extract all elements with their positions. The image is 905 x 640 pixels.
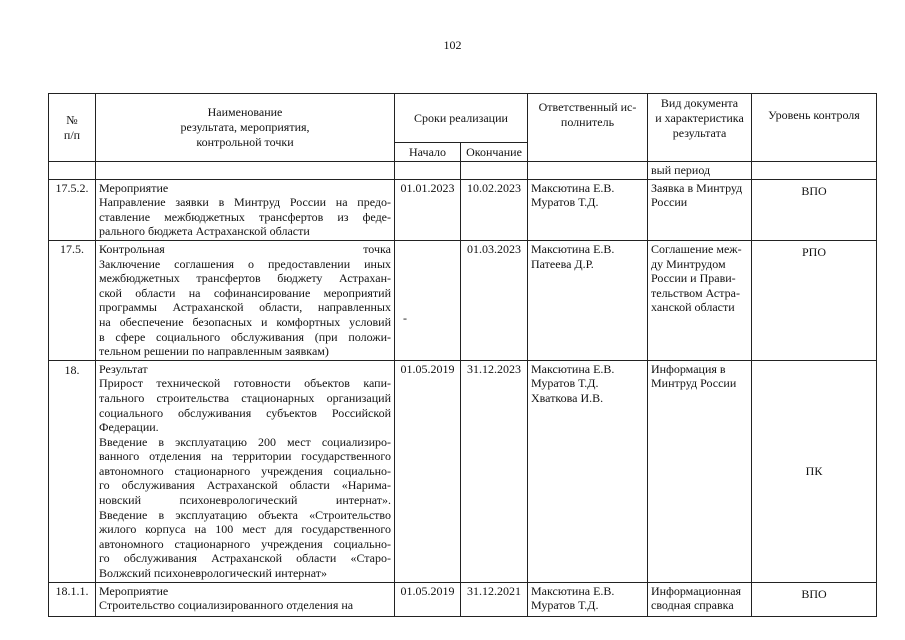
row-responsible <box>528 360 648 582</box>
rows.2.name-line: в сфере социального обслуживания (при положи- <box>99 329 391 344</box>
row-level: ВПО <box>752 582 877 616</box>
row-end: 31.12.2021 <box>461 582 528 616</box>
header-start-label: Начало <box>409 144 446 159</box>
row-start <box>395 162 461 180</box>
rows.2.doc-line: тельством Астра- <box>651 285 740 300</box>
row-start: 01.05.2019 <box>395 360 461 582</box>
row-doc <box>648 162 752 180</box>
rows.2.responsible-line: Патеева Д.Р. <box>531 256 594 271</box>
header-num-label: № п/п <box>63 112 81 142</box>
rows.1.doc-line: России <box>651 195 688 210</box>
header-responsible-label: Ответственный ис- полнитель <box>538 100 637 129</box>
rows.1.responsible-line: Муратов Т.Д. <box>531 195 599 210</box>
row-number: 18.1.1. <box>49 582 96 616</box>
row-end: 10.02.2023 <box>461 179 528 240</box>
rows.3.name-line: жилого корпуса на 100 мест для государственного <box>99 522 391 537</box>
rows.2.doc-line: ханской области <box>651 300 735 315</box>
header-name-label: Наименование результата, мероприятия, контрольной точки <box>180 105 310 149</box>
row-start: 01.01.2023 <box>395 179 461 240</box>
rows.2.doc-line: ду Минтрудом <box>651 256 726 271</box>
header-end-label: Окончание <box>466 144 522 159</box>
rows.1.name-line: ставление межбюджетных трансфертов из феде- <box>99 209 391 224</box>
row-name <box>96 179 395 240</box>
rows.2.name-line: тельном решении по направленным заявкам) <box>99 344 329 359</box>
header-doc-type-label: Вид документа и характеристика результата <box>655 96 744 140</box>
rows.1.name-line: Мероприятие <box>99 180 169 195</box>
table-row <box>49 162 877 180</box>
rows.1.responsible-line: Максютина Е.В. <box>531 180 615 195</box>
rows.3.name-line: тального строительства стационарных организаций <box>99 390 391 405</box>
rows.3.name-line: новский психоневрологический интернат». <box>99 493 391 508</box>
row-number <box>49 162 96 180</box>
rows.0.doc-line: вый период <box>651 163 711 177</box>
row-responsible <box>528 240 648 360</box>
header-responsible <box>528 94 648 162</box>
rows.3.name-line: Волжский психоневрологический интернат» <box>99 566 327 581</box>
header-num <box>49 94 96 162</box>
rows.3.name-line: автономного стационарного учреждения социально- <box>99 536 391 551</box>
rows.2.name-line: программы Астраханской области, направленных <box>99 300 391 315</box>
row-doc <box>648 360 752 582</box>
header-doc-type <box>648 94 752 162</box>
rows.2.name-line: межбюджетных трансфертов бюджету Астрахан- <box>99 271 391 286</box>
row-level: ПК <box>752 360 877 582</box>
rows.3.doc-line: Информация в <box>651 361 726 376</box>
rows.1.name-line: Направление заявки в Минтруд России на предо- <box>99 195 391 210</box>
rows.3.name-line: ванного отделения на территории государственного <box>99 449 391 464</box>
row-name <box>96 582 395 616</box>
rows.4.name-line: Строительство социализированного отделения на <box>99 598 354 613</box>
rows.4.responsible-line: Максютина Е.В. <box>531 583 615 598</box>
rows.2.doc-line: Соглашение меж- <box>651 241 742 256</box>
header-period <box>395 94 528 143</box>
rows.4.doc-line: сводная справка <box>651 598 734 613</box>
rows.2.responsible-line: Максютина Е.В. <box>531 241 615 256</box>
row-doc <box>648 582 752 616</box>
rows.2.doc-line: России и Прави- <box>651 271 736 286</box>
rows.3.name-line: Введение в эксплуатацию объекта «Строительство <box>99 507 391 522</box>
rows.2.name-line: Заключение соглашения о предоставлении иных <box>99 256 391 271</box>
row-level: РПО <box>752 240 877 360</box>
header-control-label: Уровень контроля <box>768 108 860 122</box>
table-row <box>49 582 877 616</box>
row-responsible <box>528 162 648 180</box>
rows.3.name-line: Результат <box>99 361 148 376</box>
header-start <box>395 143 461 162</box>
row-doc <box>648 179 752 240</box>
rows.3.name-line: автономного стационарного учреждения социально- <box>99 463 391 478</box>
rows.3.name-line: го обслуживания Астраханской области «Нарима- <box>99 478 391 493</box>
header-name <box>96 94 395 162</box>
header-end <box>461 143 528 162</box>
row-doc <box>648 240 752 360</box>
row-start: - <box>395 240 461 360</box>
row-number: 17.5.2. <box>49 179 96 240</box>
rows.3.responsible-line: Хваткова И.В. <box>531 390 604 405</box>
header-control <box>752 94 877 162</box>
row-responsible <box>528 582 648 616</box>
row-name <box>96 162 395 180</box>
rows.3.name-line: Прирост технической готовности объектов капи- <box>99 376 391 391</box>
page-number: 102 <box>443 38 462 52</box>
row-start: 01.05.2019 <box>395 582 461 616</box>
row-name <box>96 240 395 360</box>
row-end: 01.03.2023 <box>461 240 528 360</box>
table-row <box>49 360 877 582</box>
row-level <box>752 162 877 180</box>
rows.4.responsible-line: Муратов Т.Д. <box>531 598 599 613</box>
rows.3.doc-line: Минтруд России <box>651 376 737 391</box>
row-number: 18. <box>49 360 96 582</box>
row-level: ВПО <box>752 179 877 240</box>
rows.2.name-line: на обеспечение безопасных и комфортных условий <box>99 314 391 329</box>
rows.4.doc-line: Информационная <box>651 583 742 598</box>
rows.4.name-line: Мероприятие <box>99 583 169 598</box>
rows.3.responsible-line: Максютина Е.В. <box>531 361 615 376</box>
rows.3.name-line: го обслуживания Астраханской области «Старо- <box>99 551 391 566</box>
rows.1.doc-line: Заявка в Минтруд <box>651 180 743 195</box>
rows.3.name-line: Введение в эксплуатацию 200 мест социализиро- <box>99 434 391 449</box>
row-number: 17.5. <box>49 240 96 360</box>
row-end <box>461 162 528 180</box>
row-end: 31.12.2023 <box>461 360 528 582</box>
rows.3.name-line: Федерации. <box>99 420 159 435</box>
table-row <box>49 179 877 240</box>
plan-table <box>48 93 877 617</box>
row-responsible <box>528 179 648 240</box>
rows.3.responsible-line: Муратов Т.Д. <box>531 376 599 391</box>
header-period-label: Сроки реализации <box>414 110 508 125</box>
rows.3.name-line: социального обслуживания субъектов Российской <box>99 405 391 420</box>
rows.1.name-line: рального бюджета Астраханской области <box>99 224 310 239</box>
row-name <box>96 360 395 582</box>
table-row <box>49 240 877 360</box>
rows.2.name-line: ской области на софинансирование мероприятий <box>99 285 391 300</box>
rows.2.name-line: Контрольная точка <box>99 241 391 256</box>
